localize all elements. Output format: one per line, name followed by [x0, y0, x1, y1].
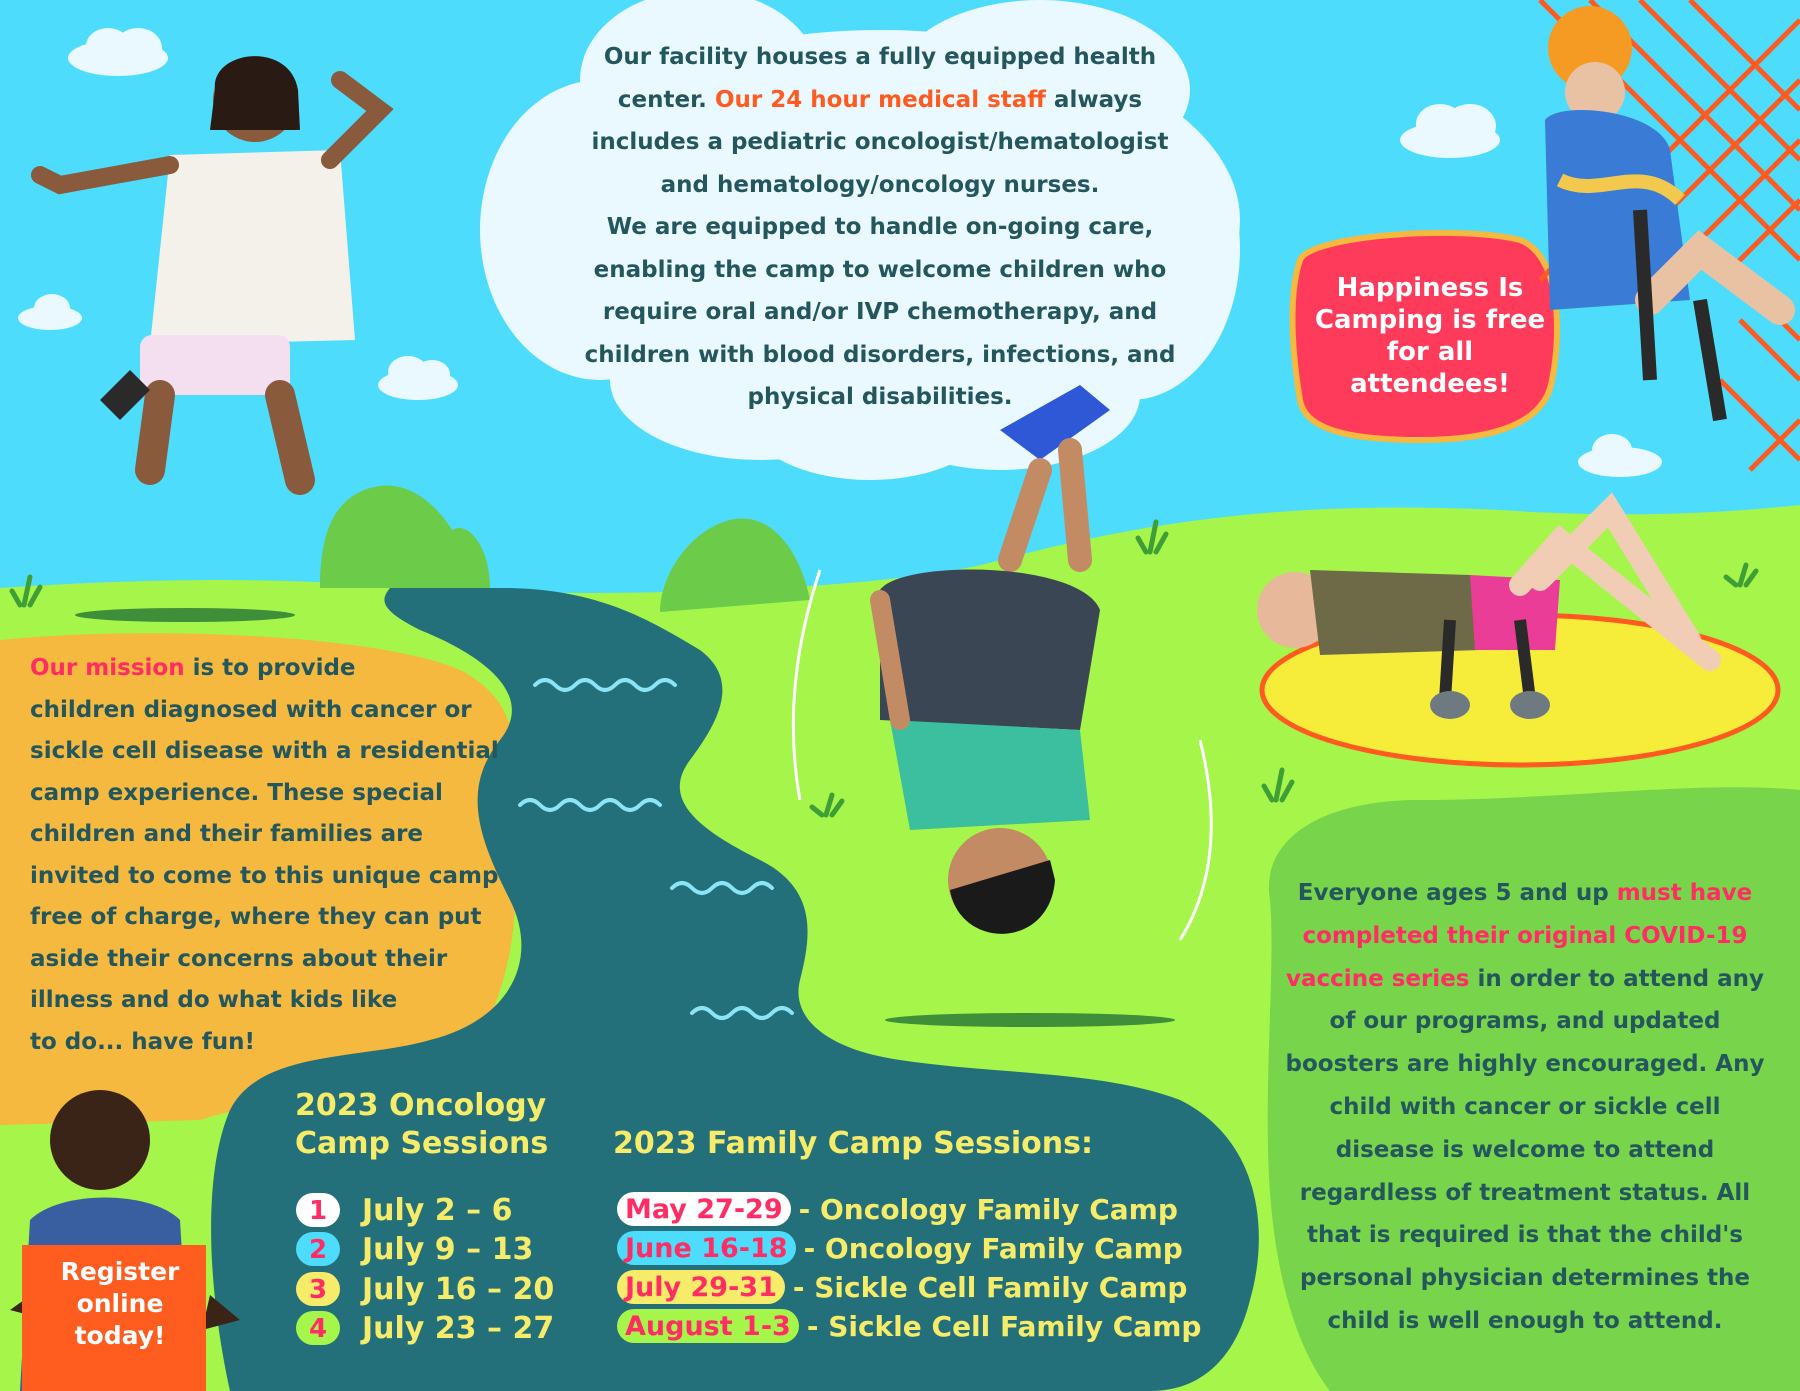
- free-badge-text: [1305, 272, 1555, 400]
- oncology-sessions-title: [295, 1087, 548, 1163]
- covid-line: that is required is that the child's: [1307, 1222, 1743, 1249]
- covid-line: boosters are highly encouraged. Any: [1285, 1051, 1765, 1078]
- oncology-session-2: [296, 1232, 533, 1267]
- shirt: [150, 150, 355, 345]
- shirt: [890, 720, 1090, 830]
- family-session-3: [617, 1270, 1187, 1304]
- family-session-label: - Sickle Cell Family Camp: [806, 1309, 1202, 1343]
- facility-line: enabling the camp to welcome children who: [593, 256, 1167, 283]
- mission-line: sickle cell disease with a residential: [30, 738, 499, 764]
- register-line: Register: [60, 1257, 180, 1286]
- badge-line: Camping is free: [1314, 305, 1546, 335]
- session-dates: July 9 – 13: [362, 1232, 534, 1267]
- shoe: [1430, 691, 1470, 719]
- badge-line: attendees!: [1350, 369, 1510, 399]
- mission-line: illness and do what kids like: [30, 987, 398, 1013]
- family-session-dates: June 16-18: [617, 1231, 796, 1265]
- cloud: [34, 294, 70, 322]
- family-session-dates: May 27-29: [617, 1192, 791, 1226]
- session-number: 1: [308, 1195, 328, 1226]
- covid-line: child with cancer or sickle cell: [1329, 1093, 1721, 1120]
- title-line: Camp Sessions: [295, 1126, 549, 1161]
- facility-line: includes a pediatric oncologist/hematologist: [591, 129, 1169, 155]
- facility-line: and hematology/oncology nurses.: [660, 171, 1100, 198]
- session-number: 3: [308, 1274, 328, 1305]
- family-session-label: - Sickle Cell Family Camp: [792, 1270, 1188, 1304]
- register-line: today!: [74, 1321, 166, 1350]
- oncology-session-1: [296, 1193, 512, 1228]
- session-dates: July 23 – 27: [362, 1311, 555, 1346]
- medical-staff-highlight: Our 24 hour medical staff: [714, 86, 1046, 113]
- covid-highlight: completed their original COVID-19: [1302, 922, 1748, 949]
- family-session-1: [617, 1192, 1178, 1226]
- mission-line: children diagnosed with cancer or: [30, 696, 472, 723]
- family-session-4: [617, 1309, 1201, 1343]
- shadow: [885, 1013, 1175, 1027]
- facility-text: always: [1045, 86, 1143, 113]
- family-session-2: [617, 1231, 1183, 1265]
- cloud: [114, 28, 162, 68]
- head: [50, 1090, 150, 1190]
- facility-line: Our facility houses a fully equipped health: [603, 44, 1157, 70]
- badge-line: for all: [1386, 337, 1474, 367]
- session-dates: July 16 – 20: [362, 1272, 555, 1307]
- session-dates: July 2 – 6: [362, 1193, 513, 1228]
- covid-text: in order to attend any: [1469, 965, 1764, 992]
- facility-line: [570, 79, 1190, 122]
- covid-line: disease is welcome to attend: [1335, 1136, 1715, 1163]
- family-sessions-title: 2023 Family Camp Sessions:: [613, 1126, 1093, 1161]
- covid-highlight: must have: [1616, 880, 1753, 906]
- cloud: [414, 360, 450, 388]
- mission-statement: [30, 648, 510, 1063]
- facility-line: children with blood disorders, infections, and: [584, 341, 1176, 368]
- mission-line: children and their families are: [30, 821, 424, 847]
- badge-line: Happiness Is: [1336, 273, 1524, 303]
- family-session-dates: July 29-31: [617, 1270, 785, 1304]
- mission-line: to do... have fun!: [30, 1028, 256, 1055]
- oncology-session-3: [296, 1272, 554, 1307]
- covid-line: regardless of treatment status. All: [1299, 1179, 1751, 1206]
- mission-highlight: Our mission: [30, 655, 185, 681]
- shoe: [1510, 691, 1550, 719]
- facility-line: We are equipped to handle on-going care,: [606, 214, 1154, 240]
- family-session-label: - Oncology Family Camp: [798, 1192, 1178, 1226]
- covid-text: Everyone ages 5 and up: [1297, 880, 1617, 906]
- covid-line: [1275, 958, 1775, 1001]
- covid-highlight: vaccine series: [1286, 965, 1470, 992]
- facility-line: physical disabilities.: [747, 384, 1013, 410]
- register-line: online: [76, 1289, 164, 1318]
- shorts: [880, 570, 1100, 730]
- covid-requirements: [1275, 872, 1775, 1343]
- covid-line: of our programs, and updated: [1329, 1008, 1721, 1035]
- facility-line: require oral and/or IVP chemotherapy, and: [602, 299, 1158, 325]
- mission-line: aside their concerns about their: [30, 945, 448, 972]
- mission-line: free of charge, where they can put: [30, 904, 482, 930]
- session-number: 4: [308, 1313, 328, 1344]
- covid-line: personal physician determines the: [1300, 1265, 1750, 1292]
- mission-line: [30, 648, 510, 690]
- oncology-session-4: [296, 1311, 554, 1346]
- family-session-dates: August 1-3: [617, 1309, 799, 1343]
- facility-text: center.: [617, 86, 715, 113]
- shadow: [75, 608, 295, 622]
- register-online-button[interactable]: [30, 1256, 210, 1352]
- covid-line: [1275, 872, 1775, 915]
- session-number: 2: [308, 1234, 328, 1265]
- mission-text: is to provide: [184, 655, 356, 681]
- family-session-label: - Oncology Family Camp: [803, 1231, 1183, 1265]
- title-line: 2023 Oncology: [295, 1088, 547, 1123]
- mission-line: invited to come to this unique camp: [30, 862, 499, 889]
- covid-line: child is well enough to attend.: [1327, 1307, 1723, 1334]
- facility-description: [570, 36, 1190, 419]
- cloud: [1592, 434, 1632, 466]
- cloud: [1444, 104, 1496, 148]
- mission-line: camp experience. These special: [30, 779, 443, 806]
